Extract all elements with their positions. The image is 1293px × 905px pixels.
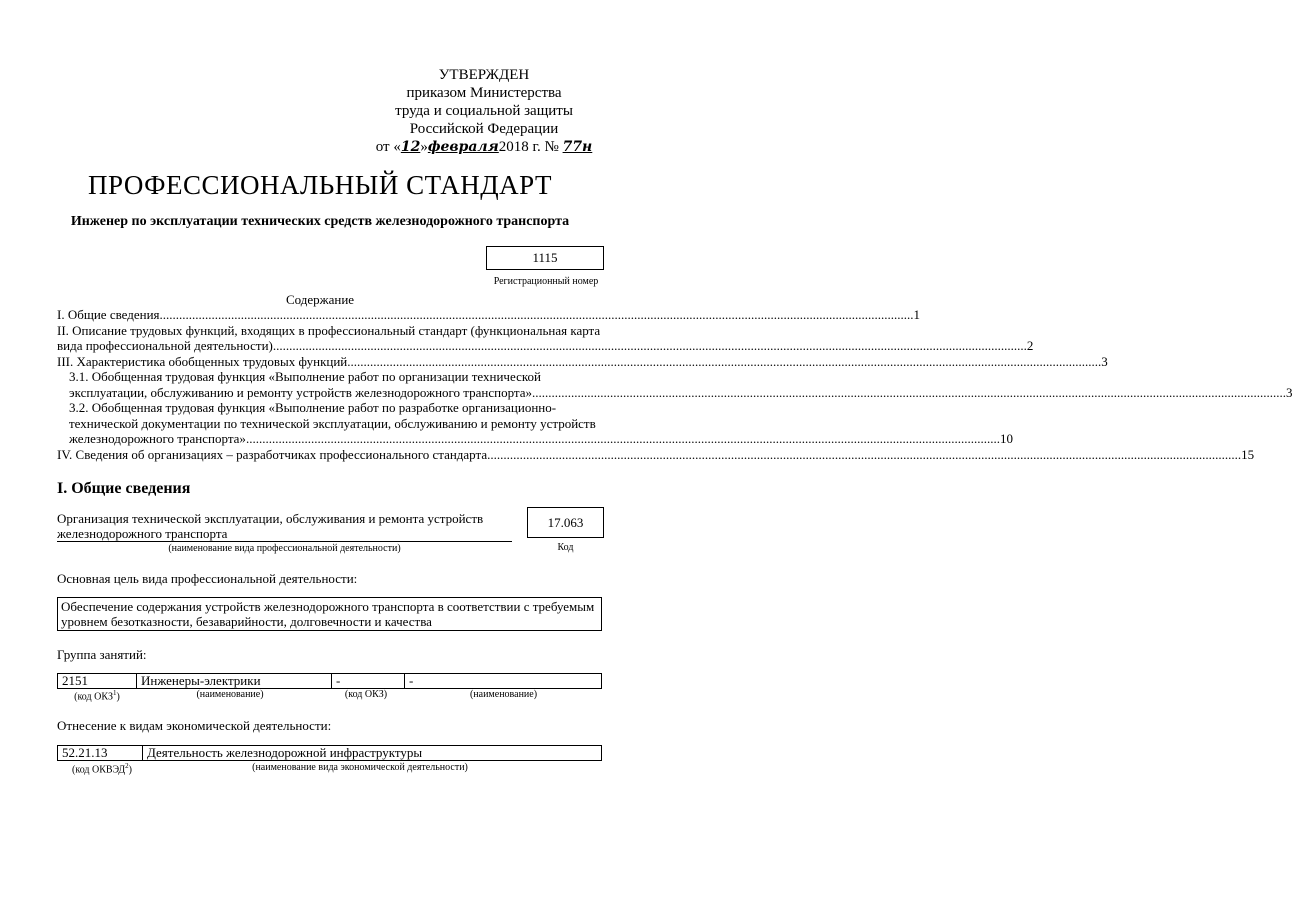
toc-item[interactable]	[57, 307, 921, 323]
caption-okz: (код ОКЗ$^1$)	[74, 689, 120, 703]
goal-label: Основная цель вида профессиональной деятельности:	[57, 571, 358, 586]
table-row	[58, 674, 602, 689]
toc-item[interactable]	[57, 384, 1293, 401]
toc-page: 15	[1241, 446, 1255, 462]
toc-page: 1	[913, 307, 921, 322]
table-row	[58, 746, 602, 761]
caption-okz-2: (код ОКЗ)	[344, 689, 388, 700]
approval-line: труда и социальной защиты	[395, 103, 573, 119]
toc-item-line[interactable]: 3.1. Обобщенная трудовая функция «Выполнение работ по организации технической	[69, 369, 541, 384]
activity-code: 17.063	[527, 507, 604, 538]
toc-dots	[273, 338, 1027, 354]
toc-item[interactable]	[57, 431, 1013, 447]
toc-item[interactable]	[57, 338, 1034, 354]
toc-dots	[487, 447, 1241, 463]
approval-line: приказом Министерства	[406, 85, 562, 101]
approval-line: УТВЕРЖДЕН	[438, 67, 530, 83]
order-number: 77н	[562, 139, 593, 155]
activity-caption: (наименование вида профессиональной деятельности)	[168, 543, 401, 554]
toc-item-text: вида профессиональной деятельности)	[57, 338, 273, 353]
approval-line: Российской Федерации	[409, 121, 559, 137]
caption-okved-name: (наименование вида экономической деятельности)	[252, 762, 468, 773]
toc-title: Содержание	[285, 292, 355, 307]
toc-page: 2	[1026, 338, 1034, 353]
registration-number: 1115	[486, 246, 604, 270]
code-caption: Код	[557, 542, 574, 553]
goal-text-line: Обеспечение содержания устройств железнодорожного транспорта в соответствии с требуемым	[61, 599, 595, 614]
toc-page: 3	[1286, 384, 1293, 400]
toc-dots	[160, 307, 914, 323]
table-cell: 2151	[58, 674, 137, 689]
registration-label: Регистрационный номер	[493, 276, 599, 287]
group-label: Группа занятий:	[57, 647, 147, 662]
footnote-mark: 1	[113, 689, 117, 697]
section-heading: I. Общие сведения	[57, 480, 191, 497]
date-prefix: от «	[375, 139, 401, 155]
toc-item-text: эксплуатации, обслуживанию и ремонту устройств железнодорожного транспорта»	[69, 384, 533, 400]
toc-item-text: III. Характеристика обобщенных трудовых функций	[57, 353, 348, 369]
toc-item-line[interactable]: технической документации по технической эксплуатации, обслуживанию и ремонту устройств	[69, 415, 596, 431]
page-title: ПРОФЕССИОНАЛЬНЫЙ СТАНДАРТ	[87, 170, 553, 200]
standard-name: Инженер по эксплуатации технических средств железнодорожного транспорта	[70, 214, 570, 229]
okved-table	[57, 745, 602, 761]
occupation-group-table	[57, 673, 602, 689]
table-cell: Деятельность железнодорожной инфраструктуры	[143, 746, 602, 761]
goal-text-line: уровнем безотказности, безаварийности, долговечности и качества	[61, 614, 432, 629]
activity-underline	[57, 541, 512, 542]
toc-item-text: IV. Сведения об организациях – разработчиках профессионального стандарта	[57, 446, 488, 462]
caption-name-2: (наименование)	[469, 689, 538, 700]
date-month: февраля	[427, 139, 499, 155]
footnote-mark: 2	[125, 762, 129, 770]
activity-name-line: Организация технической эксплуатации, обслуживания и ремонта устройств	[57, 511, 484, 526]
table-cell: 52.21.13	[58, 746, 143, 761]
caption-text: (код ОКЗ	[74, 691, 114, 703]
table-cell: Инженеры-электрики	[137, 674, 332, 689]
toc-item-line[interactable]: II. Описание трудовых функций, входящих в профессиональный стандарт (функциональная карта	[57, 322, 601, 338]
table-cell: -	[332, 674, 405, 689]
toc-item[interactable]	[57, 353, 1108, 370]
activity-name	[57, 511, 512, 541]
caption-text: (код ОКВЭД	[72, 764, 126, 776]
toc-dots	[246, 431, 1000, 447]
caption-okved: (код ОКВЭД$^2$)	[72, 762, 132, 776]
toc-item-line[interactable]: 3.2. Обобщенная трудовая функция «Выполнение работ по разработке организационно-	[69, 400, 557, 415]
date-mid: »	[420, 139, 428, 155]
activity-name-line: железнодорожного транспорта	[57, 526, 228, 541]
toc-page: 10	[999, 431, 1013, 446]
approval-block	[368, 66, 600, 156]
okved-label: Отнесение к видам экономической деятельности:	[57, 718, 332, 733]
toc-dots	[532, 385, 1286, 401]
toc-dots	[347, 354, 1101, 370]
toc-item[interactable]	[57, 446, 1255, 463]
table-of-contents	[57, 307, 1293, 462]
toc-item-text: железнодорожного транспорта»	[69, 431, 246, 446]
toc-item-text: I. Общие сведения	[57, 307, 160, 322]
date-year: 2018 г. №	[498, 139, 559, 155]
table-cell: -	[405, 674, 602, 689]
goal-box	[57, 597, 602, 631]
approval-date	[368, 138, 600, 156]
date-day: 12	[400, 139, 421, 155]
caption-name: (наименование)	[196, 689, 264, 700]
toc-page: 3	[1101, 353, 1108, 369]
